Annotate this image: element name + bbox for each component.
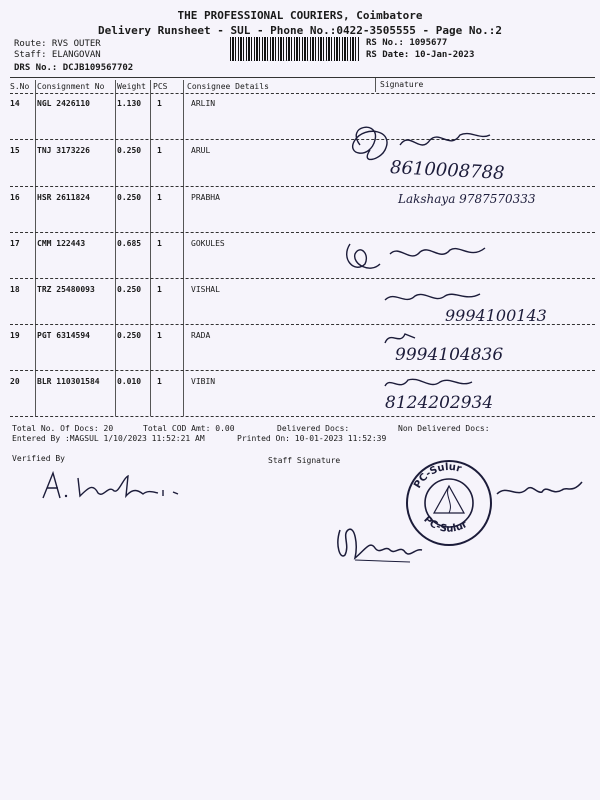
- col-pcs: PCS: [153, 82, 168, 91]
- table-row: [10, 326, 595, 372]
- row-weight: 1.130: [117, 99, 142, 108]
- row-consignment: NGL 2426110: [37, 99, 90, 108]
- rs-date: RS Date: 10-Jan-2023: [366, 50, 475, 60]
- staff-signature-scribble: [330, 520, 430, 570]
- staff-label: Staff: ELANGOVAN: [14, 50, 101, 60]
- stamp-initial-signature: [492, 474, 587, 504]
- signature-gokules-tamil: [340, 234, 510, 282]
- total-cod: Total COD Amt: 0.00: [143, 424, 235, 433]
- row-sno: 19: [10, 331, 20, 340]
- row-sno: 14: [10, 99, 20, 108]
- col-signature: Signature: [380, 80, 424, 89]
- row-pcs: 1: [157, 239, 162, 248]
- row-consignment: TRZ 25480093: [37, 285, 95, 294]
- row-consignee: ARUL: [191, 146, 211, 155]
- row-sno: 16: [10, 193, 20, 202]
- svg-text:PC-Sulur: [412, 462, 463, 491]
- verified-signature: [38, 468, 188, 508]
- signature-phone-16: Lakshaya 9787570333: [398, 192, 536, 206]
- col-consignee: Consignee Details: [187, 82, 269, 91]
- barcode: [230, 37, 360, 61]
- row-weight: 0.250: [117, 146, 142, 155]
- staff-signature-label: Staff Signature: [268, 456, 341, 465]
- total-docs: Total No. Of Docs: 20: [12, 424, 114, 433]
- col-weight: Weight: [117, 82, 146, 91]
- printed-on: Printed On: 10-01-2023 11:52:39: [237, 434, 387, 443]
- stamp-bottom-text: PC-Sulur: [421, 514, 470, 535]
- runsheet-subtitle: Delivery Runsheet - SUL - Phone No.:0422-3505555 - Page No.:2: [98, 24, 502, 37]
- row-pcs: 1: [157, 285, 162, 294]
- verified-by-label: Verified By: [12, 454, 65, 463]
- signature-phone-18: 9994100143: [445, 306, 547, 325]
- signature-phone-14: 8610008788: [389, 157, 506, 184]
- row-weight: 0.250: [117, 331, 142, 340]
- delivered-docs: Delivered Docs:: [277, 424, 350, 433]
- row-sno: 18: [10, 285, 20, 294]
- row-consignee: PRABHA: [191, 193, 220, 202]
- col-consignment: Consignment No: [37, 82, 105, 91]
- signature-phone-19: 9994104836: [395, 345, 504, 365]
- row-consignment: CMM 122443: [37, 239, 86, 248]
- row-sno: 17: [10, 239, 20, 248]
- drs-number: DRS No.: DCJB109567702: [14, 63, 134, 73]
- row-consignment: TNJ 3173226: [37, 146, 90, 155]
- non-delivered-docs: Non Delivered Docs:: [398, 424, 490, 433]
- entered-by: Entered By :MAGSUL 1/10/2023 11:52:21 AM: [12, 434, 205, 443]
- row-pcs: 1: [157, 193, 162, 202]
- row-weight: 0.250: [117, 193, 142, 202]
- company-title: THE PROFESSIONAL COURIERS, Coimbatore: [177, 9, 423, 22]
- stamp-top-text: PC-Sulur: [412, 461, 463, 491]
- route-label: Route: RVS OUTER: [14, 39, 101, 49]
- col-sno: S.No: [10, 82, 30, 91]
- row-consignee: RADA: [191, 331, 211, 340]
- row-consignee: GOKULES: [191, 239, 225, 248]
- rs-number: RS No.: 1095677: [366, 38, 448, 48]
- signature-vibin-tamil: [380, 374, 480, 394]
- row-consignee: VIBIN: [191, 377, 216, 386]
- row-weight: 0.250: [117, 285, 142, 294]
- row-sno: 15: [10, 146, 20, 155]
- row-pcs: 1: [157, 331, 162, 340]
- row-consignment: PGT 6314594: [37, 331, 90, 340]
- row-pcs: 1: [157, 99, 162, 108]
- table-row: [10, 372, 595, 418]
- row-consignee: VISHAL: [191, 285, 220, 294]
- row-weight: 0.685: [117, 239, 142, 248]
- row-consignment: HSR 2611824: [37, 193, 90, 202]
- row-weight: 0.010: [117, 377, 142, 386]
- row-consignee: ARLIN: [191, 99, 216, 108]
- signature-phone-20: 8124202934: [385, 393, 494, 413]
- row-pcs: 1: [157, 377, 162, 386]
- row-consignment: BLR 110301584: [37, 377, 100, 386]
- row-pcs: 1: [157, 146, 162, 155]
- row-sno: 20: [10, 377, 20, 386]
- signature-vishal-tamil: [380, 288, 500, 308]
